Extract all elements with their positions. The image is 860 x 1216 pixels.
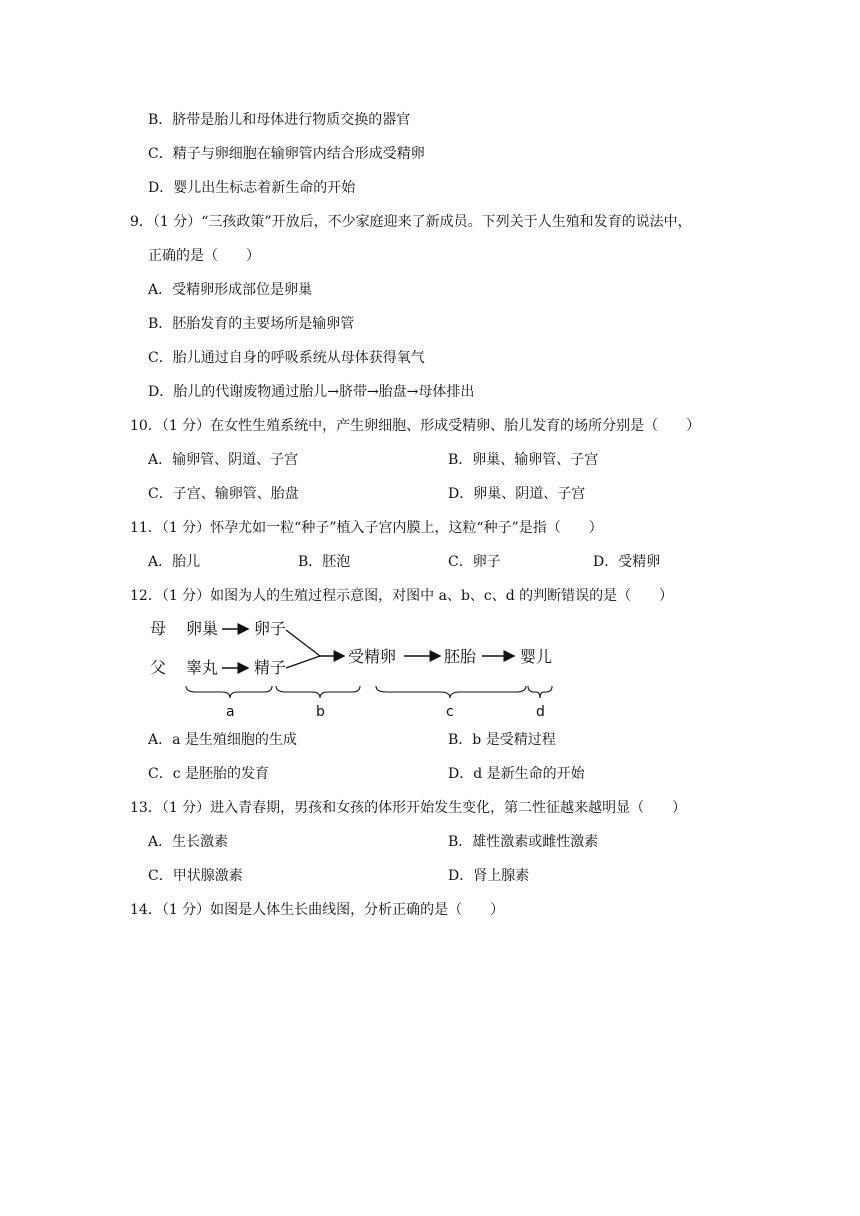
q11-option-a: A．胎儿 bbox=[148, 554, 201, 570]
bracket-d bbox=[528, 686, 552, 698]
diagram-egg: 卵子 bbox=[254, 619, 287, 638]
q12-option-a: A．a 是生殖细胞的生成 bbox=[148, 732, 297, 748]
q8-option-d: D．婴儿出生标志着新生命的开始 bbox=[148, 180, 356, 196]
q13-stem: 13．（1 分）进入青春期，男孩和女孩的体形开始发生变化，第二性征越来越明显（ ） bbox=[130, 800, 687, 816]
q10-option-c: C．子宫、输卵管、胎盘 bbox=[148, 486, 299, 502]
q10-stem: 10．（1 分）在女性生殖系统中，产生卵细胞、形成受精卵、胎儿发育的场所分别是（ ） bbox=[130, 418, 701, 434]
q12-option-c: C．c 是胚胎的发育 bbox=[148, 766, 270, 782]
bracket-c bbox=[376, 686, 526, 698]
diagram-ovary: 卵巢 bbox=[186, 619, 219, 638]
q13-option-c: C．甲状腺激素 bbox=[148, 868, 243, 884]
reproduction-process-diagram bbox=[140, 612, 580, 722]
q13-option-a: A．生长激素 bbox=[148, 834, 229, 850]
diagram-label-father: 父 bbox=[150, 658, 167, 677]
bracket-label-a: a bbox=[226, 704, 235, 720]
q11-option-c: C．卵子 bbox=[448, 554, 501, 570]
q10-option-d: D．卵巢、阴道、子宫 bbox=[448, 486, 586, 502]
diagram-embryo: 胚胎 bbox=[444, 647, 477, 666]
q9-option-a: A．受精卵形成部位是卵巢 bbox=[148, 282, 313, 298]
q13-option-d: D．肾上腺素 bbox=[448, 868, 530, 884]
bracket-label-b: b bbox=[316, 704, 325, 720]
bracket-b bbox=[276, 686, 360, 698]
diagram-baby: 婴儿 bbox=[520, 647, 553, 666]
diagram-zygote: 受精卵 bbox=[348, 647, 397, 666]
q10-option-a: A．输卵管、阴道、子宫 bbox=[148, 452, 299, 468]
q8-option-b: B．脐带是胎儿和母体进行物质交换的器官 bbox=[148, 112, 411, 128]
q12-stem: 12．（1 分）如图为人的生殖过程示意图，对图中 a、b、c、d 的判断错误的是（ ） bbox=[130, 588, 674, 604]
q11-stem: 11．（1 分）怀孕尤如一粒“种子”植入子宫内膜上，这粒“种子”是指（ ） bbox=[130, 520, 603, 536]
q13-option-b: B．雄性激素或雌性激素 bbox=[448, 834, 599, 850]
q9-option-d: D．胎儿的代谢废物通过胎儿→脐带→胎盘→母体排出 bbox=[148, 384, 475, 400]
q8-option-c: C．精子与卵细胞在输卵管内结合形成受精卵 bbox=[148, 146, 425, 162]
q9-stem-line2: 正确的是（ ） bbox=[148, 248, 260, 264]
q11-option-b: B．胚泡 bbox=[298, 554, 351, 570]
merge-line-sperm bbox=[286, 656, 320, 668]
diagram-label-mother: 母 bbox=[150, 619, 167, 638]
q11-option-d: D．受精卵 bbox=[593, 554, 661, 570]
q9-stem-line1: 9．（1 分）“三孩政策”开放后，不少家庭迎来了新成员。下列关于人生殖和发育的说法中， bbox=[130, 214, 692, 230]
q12-option-d: D．d 是新生命的开始 bbox=[448, 766, 585, 782]
diagram-testis: 睾丸 bbox=[186, 658, 219, 677]
diagram-sperm: 精子 bbox=[254, 658, 287, 677]
q14-stem: 14．（1 分）如图是人体生长曲线图，分析正确的是（ ） bbox=[130, 902, 505, 918]
bracket-label-d: d bbox=[536, 704, 545, 720]
bracket-a bbox=[186, 686, 272, 698]
q9-option-b: B．胚胎发育的主要场所是输卵管 bbox=[148, 316, 355, 332]
merge-line-egg bbox=[286, 630, 320, 656]
q10-option-b: B．卵巢、输卵管、子宫 bbox=[448, 452, 599, 468]
bracket-label-c: c bbox=[446, 704, 454, 720]
q9-option-c: C．胎儿通过自身的呼吸系统从母体获得氧气 bbox=[148, 350, 425, 366]
q12-option-b: B．b 是受精过程 bbox=[448, 732, 556, 748]
